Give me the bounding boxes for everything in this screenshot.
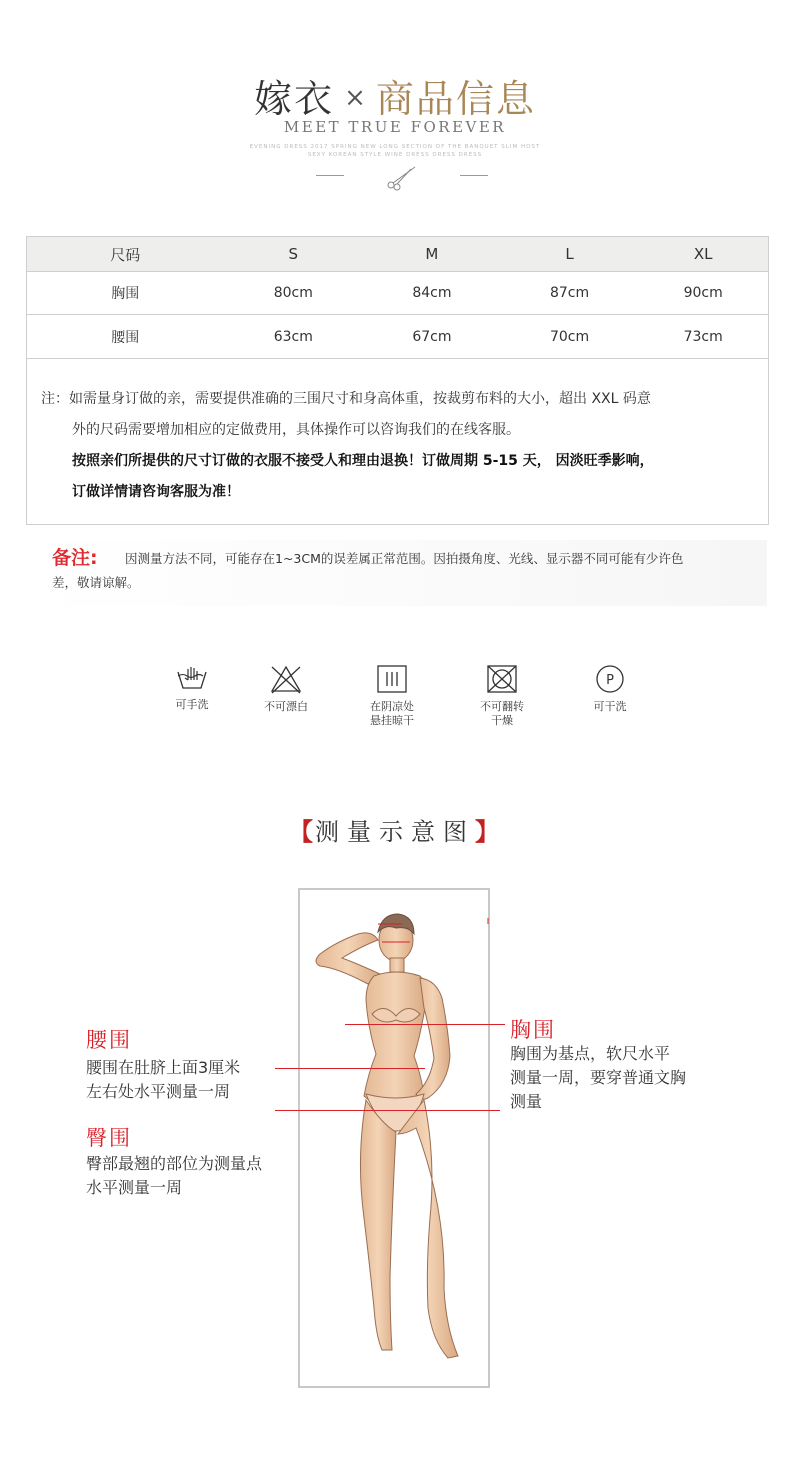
- dry-clean-glyph: P: [606, 673, 614, 688]
- measurement-title-text: 测量示意图: [315, 818, 475, 846]
- remark-text: 因测量方法不同，可能存在1~3CM的误差属正常范围。因拍摄角度、光线、显示器不同可能有少许色: [125, 551, 684, 566]
- bracket-open: 【: [289, 818, 315, 846]
- table-row: [27, 315, 768, 359]
- hang-dry-shade-icon: [375, 664, 409, 694]
- title-right: 商品信息: [375, 77, 536, 121]
- waist-text-line: 左右处水平测量一周: [86, 1082, 231, 1101]
- table-cell: 73cm: [683, 328, 723, 345]
- care-item-no-bleach: [246, 664, 326, 714]
- size-header-cell: M: [425, 245, 439, 263]
- care-label: 干燥: [491, 714, 513, 727]
- bracket-close: 】: [475, 818, 501, 846]
- size-table: [26, 236, 769, 359]
- table-cell: 胸围: [111, 286, 140, 302]
- care-label: 可干洗: [593, 700, 627, 713]
- title-separator: ×: [344, 83, 366, 113]
- size-header-cell: L: [565, 245, 574, 263]
- no-bleach-icon: [269, 664, 303, 694]
- header-small-text-1: EVENING DRESS 2017 SPRING NEW LONG SECTION OF THE BANQUET SLIM HOST: [249, 144, 541, 150]
- bust-text: [510, 1042, 686, 1114]
- scissors-icon: [383, 163, 419, 191]
- waist-label: 腰围: [86, 1028, 132, 1052]
- header-small-text-2: SEXY KOREAN STYLE WINE DRESS DRESS DRESS: [307, 152, 483, 158]
- hip-text-line: 水平测量一周: [86, 1178, 183, 1197]
- custom-order-notice: [26, 358, 769, 525]
- table-row: [27, 272, 768, 315]
- header-divider-left: [316, 175, 344, 176]
- table-cell: 67cm: [412, 328, 452, 345]
- hand-wash-icon: [175, 664, 209, 692]
- size-header-cell: S: [288, 245, 299, 263]
- measurement-title: [0, 812, 790, 847]
- notice-line-bold: 订做详情请咨询客服为准！: [72, 484, 240, 500]
- bust-text-line: 测量: [510, 1092, 543, 1111]
- hip-label: 臀围: [86, 1126, 132, 1150]
- hip-text: [86, 1152, 262, 1200]
- care-item-dry-clean: [570, 664, 650, 714]
- table-cell: 87cm: [549, 285, 590, 301]
- care-label: 悬挂晾干: [370, 714, 414, 727]
- notice-line: 注：如需量身订做的亲，需要提供准确的三围尺寸和身高体重，按裁剪布料的大小，超出 XXL 码意: [41, 391, 651, 407]
- table-cell: 84cm: [412, 285, 452, 301]
- remark-text: 差，敬请谅解。: [52, 575, 140, 590]
- bust-line: [345, 1024, 505, 1025]
- size-table-header: [27, 237, 768, 272]
- size-header-cell: 尺码: [110, 245, 141, 264]
- table-cell: 腰围: [111, 329, 140, 346]
- page-subtitle: MEET TRUE FOREVER: [283, 118, 507, 136]
- table-cell: 70cm: [549, 328, 590, 345]
- table-cell: 80cm: [273, 285, 313, 301]
- table-cell: 90cm: [683, 285, 723, 301]
- waist-line: [275, 1068, 425, 1069]
- remark-box: [27, 540, 767, 606]
- header-divider-right: [460, 175, 488, 176]
- bust-label: 胸围: [510, 1018, 556, 1042]
- waist-text: [86, 1056, 240, 1104]
- dry-clean-icon: [593, 664, 627, 694]
- remark-label: 备注:: [52, 547, 98, 569]
- bust-text-line: 测量一周，要穿普通文胸: [510, 1068, 687, 1087]
- hip-text-line: 臀部最翘的部位为测量点: [86, 1154, 263, 1173]
- no-tumble-dry-icon: [485, 664, 519, 694]
- size-header-cell: XL: [693, 245, 713, 263]
- body-figure-illustration: [298, 888, 490, 1388]
- bust-text-line: 胸围为基点，软尺水平: [510, 1044, 671, 1063]
- notice-line: 外的尺码需要增加相应的定做费用，具体操作可以咨询我们的在线客服。: [72, 422, 520, 438]
- page-title: [0, 68, 790, 123]
- hip-line: [275, 1110, 500, 1111]
- care-item-hand-wash: [152, 664, 232, 712]
- waist-text-line: 腰围在肚脐上面3厘米: [86, 1058, 241, 1077]
- table-cell: 63cm: [273, 328, 313, 345]
- care-label: 在阴凉处: [370, 700, 414, 713]
- care-item-no-tumble-dry: [462, 664, 542, 728]
- notice-line-bold: 按照亲们所提供的尺寸订做的衣服不接受人和理由退换！订做周期 5-15 天， 因淡旺季影响，: [72, 453, 654, 469]
- care-label: 不可漂白: [264, 700, 308, 713]
- title-left: 嫁衣: [254, 77, 335, 121]
- care-item-hang-dry: [352, 664, 432, 728]
- care-label: 可手洗: [175, 698, 209, 711]
- care-label: 不可翻转: [480, 700, 524, 713]
